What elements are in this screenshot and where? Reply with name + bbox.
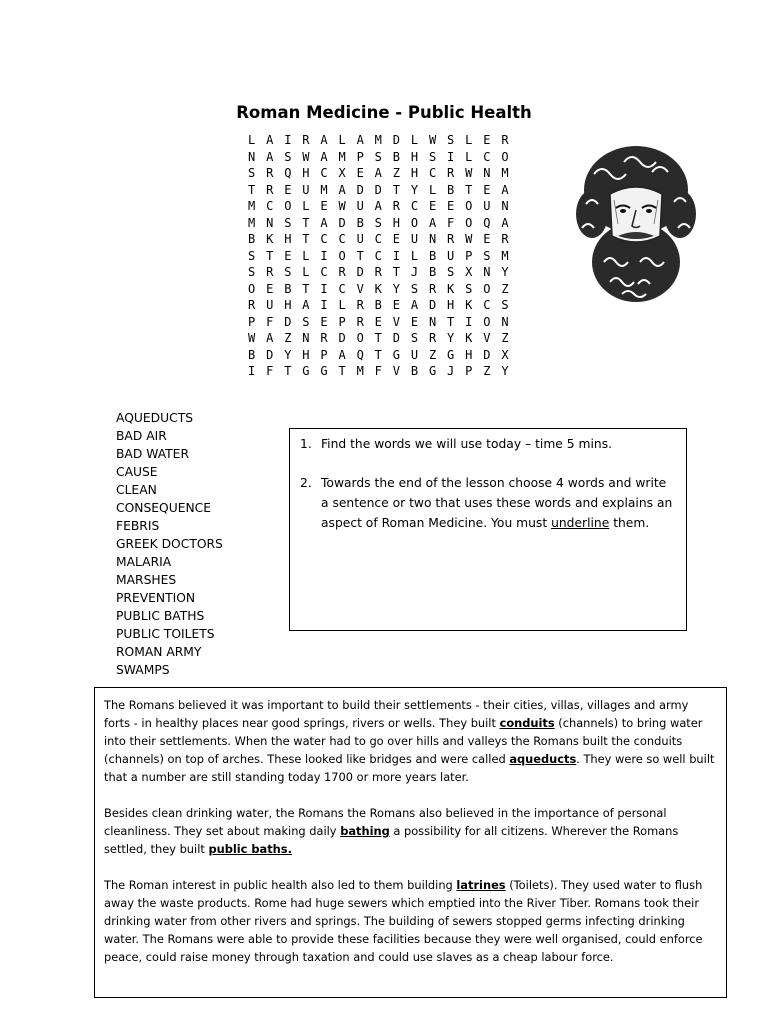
grid-letter: F <box>266 364 274 378</box>
grid-letter: S <box>284 265 292 279</box>
grid-letter: G <box>320 364 328 378</box>
grid-letter: W <box>248 331 256 345</box>
word-list-item: PREVENTION <box>116 591 196 605</box>
grid-letter: R <box>501 232 509 246</box>
grid-letter: A <box>338 347 346 362</box>
word-list-item: BAD WATER <box>116 447 189 461</box>
grid-letter: Q <box>483 215 491 230</box>
grid-letter: W <box>338 199 346 213</box>
grid-letter: A <box>428 215 437 230</box>
grid-letter: G <box>447 347 455 362</box>
passage-paragraph-2 <box>104 804 717 858</box>
grid-letter: D <box>266 347 274 362</box>
grid-letter: S <box>248 265 256 279</box>
grid-letter: R <box>302 133 310 147</box>
grid-letter: P <box>338 314 346 329</box>
grid-letter: T <box>392 182 400 197</box>
grid-letter: W <box>465 166 473 180</box>
grid-letter: L <box>302 248 310 263</box>
word-list-item: MARSHES <box>116 573 177 587</box>
word-list-item: AQUEDUCTS <box>116 411 194 425</box>
grid-letter: T <box>374 347 382 362</box>
grid-letter: H <box>284 298 292 312</box>
grid-letter: C <box>320 232 328 246</box>
grid-letter: E <box>266 281 274 296</box>
page-title: Roman Medicine - Public Health <box>236 103 532 122</box>
grid-letter: N <box>483 166 491 180</box>
grid-letter: R <box>248 298 256 312</box>
grid-letter: Y <box>501 364 509 378</box>
bearded-god-portrait-icon <box>574 144 698 304</box>
grid-letter: C <box>483 149 491 164</box>
grid-letter: H <box>410 166 419 180</box>
grid-letter: D <box>284 314 292 329</box>
grid-letter: P <box>465 364 473 378</box>
grid-letter: E <box>392 232 400 246</box>
grid-letter: O <box>248 281 256 296</box>
grid-letter: E <box>320 314 328 329</box>
p2-keyword-public-baths: public baths. <box>208 842 292 856</box>
grid-letter: T <box>248 182 256 197</box>
grid-letter: T <box>392 265 400 279</box>
grid-letter: M <box>501 166 509 180</box>
grid-letter: S <box>410 331 419 345</box>
grid-letter: N <box>428 232 437 246</box>
grid-letter: S <box>248 248 256 263</box>
grid-letter: N <box>501 199 509 213</box>
grid-row <box>248 264 519 281</box>
grid-letter: S <box>501 298 509 312</box>
grid-letter: E <box>410 314 419 329</box>
grid-row <box>248 215 519 232</box>
grid-letter: H <box>447 298 455 312</box>
word-list-item: CONSEQUENCE <box>116 501 212 515</box>
task-2-number: 2. <box>300 476 312 490</box>
grid-letter: G <box>392 347 400 362</box>
grid-letter: L <box>248 133 256 147</box>
grid-letter: E <box>284 248 292 263</box>
grid-letter: R <box>266 166 274 180</box>
p1-text-c: . They were so well built that a number are still standing today 1700 or more years later. <box>104 752 715 784</box>
grid-letter: W <box>428 133 437 147</box>
task-1-number: 1. <box>300 437 312 451</box>
grid-letter: T <box>266 248 274 263</box>
grid-letter: H <box>410 149 419 164</box>
grid-letter: S <box>374 149 382 164</box>
grid-letter: T <box>338 364 346 378</box>
grid-letter: U <box>410 347 419 362</box>
grid-letter: S <box>447 265 455 279</box>
grid-letter: D <box>392 133 400 147</box>
grid-letter: Z <box>501 281 509 296</box>
word-list-item: PUBLIC TOILETS <box>116 627 215 641</box>
word-list-item: PUBLIC BATHS <box>116 609 205 623</box>
grid-letter: M <box>338 149 346 164</box>
grid-letter: Z <box>501 331 509 345</box>
grid-letter: S <box>284 149 292 164</box>
grid-letter: U <box>356 232 364 246</box>
grid-letter: T <box>302 232 310 246</box>
word-list-item: ROMAN ARMY <box>116 645 202 659</box>
grid-letter: K <box>374 281 382 296</box>
grid-letter: I <box>465 314 473 329</box>
grid-letter: C <box>320 166 328 180</box>
grid-letter: U <box>447 248 455 263</box>
grid-row <box>248 149 519 166</box>
grid-letter: E <box>284 182 292 197</box>
grid-letter: I <box>447 149 455 164</box>
grid-letter: M <box>356 364 364 378</box>
grid-letter: A <box>410 298 419 312</box>
grid-letter: R <box>374 265 382 279</box>
grid-letter: Y <box>501 265 509 279</box>
grid-letter: G <box>428 364 437 378</box>
grid-letter: I <box>284 133 292 147</box>
grid-letter: M <box>320 182 328 197</box>
grid-letter: X <box>465 265 473 279</box>
grid-letter: R <box>447 232 455 246</box>
p1-keyword-conduits: conduits <box>499 716 555 730</box>
grid-letter: E <box>320 199 328 213</box>
grid-letter: S <box>483 248 491 263</box>
grid-letter: L <box>410 248 419 263</box>
grid-letter: D <box>338 331 346 345</box>
grid-letter: X <box>501 347 509 362</box>
grid-letter: E <box>447 199 455 213</box>
word-list <box>116 409 223 679</box>
grid-letter: A <box>356 133 364 147</box>
grid-letter: N <box>248 149 256 164</box>
grid-letter: G <box>302 364 310 378</box>
grid-letter: L <box>428 182 437 197</box>
grid-letter: C <box>266 199 274 213</box>
task-2-text-a: Towards the end of the lesson choose 4 words and write a sentence or two that uses these words and explains an aspect of Roman Medicine. You must <box>321 476 673 530</box>
grid-letter: B <box>248 347 256 362</box>
grid-letter: W <box>302 149 310 164</box>
grid-row <box>248 132 519 149</box>
grid-letter: R <box>338 265 346 279</box>
grid-letter: M <box>248 215 256 230</box>
grid-letter: R <box>356 314 364 329</box>
grid-letter: S <box>447 133 455 147</box>
passage-paragraph-1 <box>104 696 717 786</box>
grid-row <box>248 330 519 347</box>
grid-letter: O <box>465 199 473 213</box>
grid-letter: O <box>465 215 473 230</box>
grid-letter: C <box>428 166 437 180</box>
grid-letter: N <box>302 331 310 345</box>
grid-letter: U <box>410 232 419 246</box>
grid-letter: U <box>483 199 491 213</box>
grid-letter: P <box>320 347 328 362</box>
grid-letter: M <box>374 133 382 147</box>
grid-letter: C <box>338 232 346 246</box>
p2-text-b: a possibility for all citizens. Wherever the Romans settled, they built <box>104 824 679 856</box>
grid-letter: L <box>338 133 346 147</box>
grid-letter: E <box>483 232 491 246</box>
grid-letter: C <box>320 265 328 279</box>
grid-letter: Y <box>447 331 455 345</box>
grid-row <box>248 182 519 199</box>
grid-letter: I <box>320 281 328 296</box>
grid-letter: K <box>465 331 473 345</box>
grid-letter: S <box>465 281 473 296</box>
grid-letter: T <box>302 215 310 230</box>
grid-letter: Q <box>284 166 292 180</box>
task-2 <box>300 473 674 533</box>
grid-letter: T <box>465 182 473 197</box>
grid-letter: D <box>338 215 346 230</box>
grid-letter: R <box>320 331 328 345</box>
grid-row <box>248 198 519 215</box>
grid-letter: S <box>374 215 382 230</box>
p3-keyword-latrines: latrines <box>456 878 506 892</box>
grid-letter: H <box>284 232 292 246</box>
p1-keyword-aqueducts: aqueducts <box>509 752 577 766</box>
grid-letter: J <box>410 265 419 279</box>
word-list-item: BAD AIR <box>116 429 167 443</box>
grid-letter: A <box>320 149 328 164</box>
task-2-underlined-word: underline <box>551 516 610 530</box>
grid-letter: A <box>320 133 328 147</box>
grid-letter: R <box>428 281 437 296</box>
grid-letter: B <box>447 182 455 197</box>
grid-letter: A <box>320 215 328 230</box>
grid-letter: C <box>374 232 382 246</box>
grid-letter: O <box>483 281 491 296</box>
word-list-item: SWAMPS <box>116 663 170 677</box>
grid-letter: B <box>284 281 292 296</box>
grid-letter: A <box>266 133 274 147</box>
grid-row <box>248 363 519 380</box>
grid-letter: S <box>284 215 292 230</box>
grid-letter: C <box>338 281 346 296</box>
grid-row <box>248 165 519 182</box>
grid-letter: N <box>266 215 274 230</box>
grid-letter: T <box>374 331 382 345</box>
grid-letter: Z <box>284 331 292 345</box>
grid-letter: L <box>465 133 473 147</box>
grid-letter: O <box>284 199 292 213</box>
grid-letter: A <box>338 182 346 197</box>
grid-letter: E <box>392 298 400 312</box>
grid-letter: B <box>410 364 419 378</box>
grid-letter: S <box>428 149 437 164</box>
grid-letter: T <box>284 364 292 378</box>
word-list-item: FEBRIS <box>116 519 160 533</box>
grid-letter: V <box>483 331 491 345</box>
grid-letter: D <box>392 331 400 345</box>
grid-letter: E <box>356 166 364 180</box>
grid-letter: M <box>501 248 509 263</box>
grid-letter: M <box>248 199 256 213</box>
grid-letter: R <box>266 265 274 279</box>
grid-letter: F <box>374 364 382 378</box>
grid-letter: D <box>356 182 364 197</box>
grid-letter: I <box>392 248 400 263</box>
grid-letter: B <box>428 248 437 263</box>
grid-letter: K <box>447 281 455 296</box>
grid-letter: R <box>428 331 437 345</box>
grid-letter: Z <box>392 166 400 180</box>
p3-text-a: The Roman interest in public health also led to them building <box>104 878 457 892</box>
grid-letter: B <box>392 149 400 164</box>
grid-row <box>248 248 519 265</box>
grid-letter: U <box>302 182 310 197</box>
task-1 <box>300 434 674 454</box>
grid-letter: E <box>483 133 491 147</box>
grid-letter: D <box>374 182 382 197</box>
grid-letter: A <box>266 149 274 164</box>
grid-row <box>248 314 519 331</box>
grid-letter: B <box>248 232 256 246</box>
grid-letter: L <box>338 298 346 312</box>
grid-letter: R <box>392 199 400 213</box>
word-search-grid <box>248 132 519 380</box>
grid-letter: V <box>392 314 400 329</box>
p2-text-a: Besides clean drinking water, the Romans the Romans also believed in the importance of personal cleanliness. They set about making daily <box>104 806 667 838</box>
grid-row <box>248 347 519 364</box>
grid-letter: Z <box>428 347 437 362</box>
grid-letter: Y <box>284 347 292 362</box>
grid-letter: C <box>410 199 419 213</box>
grid-letter: S <box>302 314 310 329</box>
word-list-item: CAUSE <box>116 465 158 479</box>
grid-letter: H <box>392 215 400 230</box>
grid-letter: A <box>374 166 382 180</box>
p1-text-b: (channels) to bring water into their settlements. When the water had to go over hills and valleys the Romans built the conduits (channels) on top of arches. These looked like bridges and were called <box>104 716 703 766</box>
grid-letter: O <box>501 149 509 164</box>
p2-keyword-bathing: bathing <box>340 824 390 838</box>
task-2-text <box>321 473 674 533</box>
word-list-item: CLEAN <box>116 483 157 497</box>
passage-box <box>94 687 727 998</box>
grid-letter: W <box>465 232 473 246</box>
grid-letter: L <box>302 199 310 213</box>
p3-text-b: (Toilets). They used water to flush away the waste products. Rome had huge sewers which emptied into the River Tiber. Romans took their drinking water from other rivers and springs. The building of sewers stopped germs infecting drinking water. The Romans were able to provide these facilities because they were well organised, could enforce peace, could raise money through taxation and could use slaves as a cheap labour force. <box>104 878 703 964</box>
grid-letter: L <box>410 133 419 147</box>
grid-letter: N <box>501 314 509 329</box>
grid-letter: U <box>266 298 274 312</box>
task-2-text-b: them. <box>609 516 650 530</box>
grid-letter: O <box>338 248 346 263</box>
grid-letter: L <box>465 149 473 164</box>
grid-letter: R <box>501 133 509 147</box>
passage-paragraph-3 <box>104 876 717 966</box>
grid-letter: D <box>356 265 364 279</box>
grid-letter: R <box>356 298 364 312</box>
grid-letter: E <box>483 182 491 197</box>
grid-letter: C <box>483 298 491 312</box>
grid-row <box>248 281 519 298</box>
grid-letter: N <box>483 265 491 279</box>
grid-letter: F <box>266 314 274 329</box>
p1-text-a: The Romans believed it was important to build their settlements - their cities, villas, villages and army forts - in healthy places near good springs, rivers or wells. They built <box>104 698 689 730</box>
grid-letter: P <box>465 248 473 263</box>
grid-letter: I <box>248 364 256 378</box>
grid-letter: A <box>302 298 310 312</box>
grid-row <box>248 231 519 248</box>
grid-letter: H <box>302 347 310 362</box>
grid-letter: H <box>302 166 310 180</box>
grid-letter: P <box>248 314 256 329</box>
grid-letter: Z <box>483 364 491 378</box>
grid-letter: A <box>501 215 509 230</box>
grid-letter: T <box>302 281 310 296</box>
word-list-item: GREEK DOCTORS <box>116 537 223 551</box>
grid-letter: F <box>447 215 455 230</box>
grid-letter: N <box>428 314 437 329</box>
grid-letter: Y <box>392 281 400 296</box>
grid-letter: S <box>248 166 256 180</box>
grid-row <box>248 297 519 314</box>
grid-letter: U <box>356 199 364 213</box>
grid-letter: D <box>428 298 437 312</box>
grid-letter: S <box>410 281 419 296</box>
grid-letter: A <box>374 199 382 213</box>
grid-letter: J <box>447 364 455 378</box>
grid-letter: D <box>483 347 491 362</box>
grid-letter: E <box>374 314 382 329</box>
grid-letter: B <box>356 215 364 230</box>
grid-letter: L <box>302 265 310 279</box>
grid-letter: R <box>447 166 455 180</box>
grid-letter: K <box>465 298 473 312</box>
grid-letter: O <box>410 215 419 230</box>
grid-letter: A <box>266 331 274 345</box>
instructions-box <box>289 428 687 631</box>
task-1-text: Find the words we will use today – time 5 mins. <box>321 437 613 451</box>
grid-letter: X <box>338 166 346 180</box>
grid-letter: K <box>266 232 274 246</box>
grid-letter: O <box>483 314 491 329</box>
grid-letter: R <box>266 182 274 197</box>
grid-letter: I <box>320 298 328 312</box>
grid-letter: T <box>356 248 364 263</box>
grid-letter: A <box>501 182 509 197</box>
grid-letter: P <box>356 149 364 164</box>
grid-letter: B <box>374 298 382 312</box>
grid-letter: Y <box>410 182 419 197</box>
grid-letter: T <box>447 314 455 329</box>
grid-letter: O <box>356 331 364 345</box>
grid-letter: Q <box>356 347 364 362</box>
word-list-item: MALARIA <box>116 555 172 569</box>
grid-letter: B <box>428 265 437 279</box>
grid-letter: V <box>356 281 364 296</box>
grid-letter: C <box>374 248 382 263</box>
grid-letter: H <box>465 347 473 362</box>
grid-letter: I <box>320 248 328 263</box>
grid-letter: E <box>428 199 437 213</box>
grid-letter: V <box>392 364 400 378</box>
